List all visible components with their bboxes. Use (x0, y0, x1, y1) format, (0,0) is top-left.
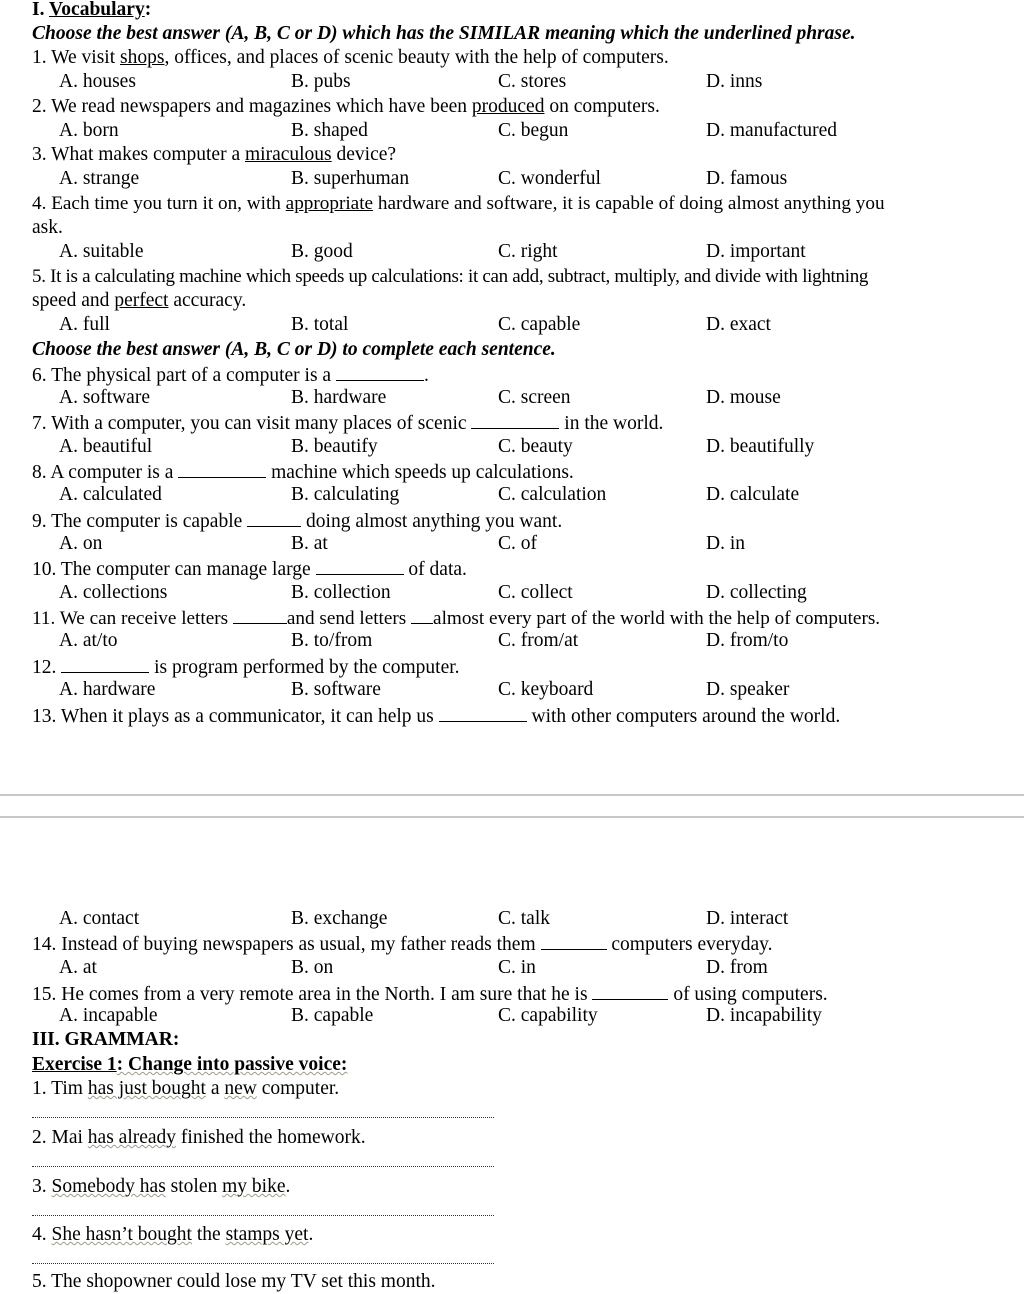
heading-word: Vocabulary (49, 0, 145, 20)
heading-colon: : (144, 0, 152, 20)
answer-blank (316, 556, 404, 575)
option-b: B. good (291, 241, 353, 262)
option-a: A. calculated (59, 484, 162, 505)
option-c: C. in (498, 957, 536, 978)
option-a: A. born (59, 120, 119, 141)
option-b: B. superhuman (291, 168, 410, 189)
underlined-word: produced (471, 96, 545, 117)
question-7-options (0, 435, 1024, 459)
option-a: A. houses (59, 71, 136, 92)
answer-line (32, 1215, 494, 1216)
option-b: B. on (291, 957, 334, 978)
answer-line (32, 1263, 494, 1264)
option-b: B. beautify (291, 436, 378, 457)
option-b: B. exchange (291, 908, 388, 929)
question-4-options (0, 240, 1024, 264)
vocabulary-heading (32, 0, 151, 22)
option-d: D. inns (706, 71, 763, 92)
option-a: A. collections (59, 582, 168, 603)
underlined-word: perfect (114, 290, 169, 311)
answer-blank (439, 703, 527, 722)
option-d: D. beautifully (706, 436, 815, 457)
option-b: B. hardware (291, 387, 387, 408)
option-c: C. of (498, 533, 537, 554)
option-b: B. at (291, 533, 328, 554)
option-a: A. full (59, 314, 110, 335)
answer-blank (247, 508, 301, 527)
option-a: A. suitable (59, 241, 144, 262)
option-a: A. hardware (59, 679, 156, 700)
option-a: A. beautiful (59, 436, 153, 457)
heading-number: I. (32, 0, 45, 20)
option-c: C. beauty (498, 436, 573, 457)
option-a: A. at/to (59, 630, 118, 651)
option-d: D. calculate (706, 484, 800, 505)
answer-blank (336, 362, 424, 381)
underlined-word: appropriate (285, 193, 374, 214)
option-d: D. incapability (706, 1005, 822, 1026)
grammar-heading: III. GRAMMAR: (32, 1029, 180, 1050)
question-14-options (0, 956, 1024, 980)
question-2: 2. We read newspapers and magazines which have been produced on computers. (32, 96, 660, 117)
question-5-continued: speed and perfect accuracy. (32, 290, 247, 311)
question-2-options (0, 119, 1024, 143)
question-6: 6. The physical part of a computer is a . (32, 362, 429, 388)
option-d: D. from (706, 957, 768, 978)
option-c: C. collect (498, 582, 573, 603)
option-d: D. exact (706, 314, 771, 335)
option-c: C. calculation (498, 484, 607, 505)
option-d: D. important (706, 241, 806, 262)
underlined-word: miraculous (245, 144, 332, 165)
option-d: D. famous (706, 168, 788, 189)
option-c: C. wonderful (498, 168, 601, 189)
question-12-options (0, 678, 1024, 702)
option-a: A. strange (59, 168, 140, 189)
question-9-options (0, 532, 1024, 556)
option-d: D. collecting (706, 582, 807, 603)
question-14: 14. Instead of buying newspapers as usual, my father reads them computers everyday. (32, 931, 773, 957)
question-11-options (0, 629, 1024, 653)
question-8: 8. A computer is a machine which speeds up calculations. (32, 459, 574, 485)
option-d: D. in (706, 533, 745, 554)
question-7: 7. With a computer, you can visit many places of scenic in the world. (32, 410, 663, 436)
option-c: C. stores (498, 71, 567, 92)
grammar-item-4: 4. She hasn’t bought the stamps yet. (32, 1224, 314, 1245)
answer-blank (592, 981, 668, 1000)
option-d: D. manufactured (706, 120, 838, 141)
option-a: A. contact (59, 908, 140, 929)
option-d: D. mouse (706, 387, 781, 408)
instruction-similar: Choose the best answer (A, B, C or D) which has the SIMILAR meaning which the underlined phrase. (32, 23, 856, 44)
question-11: 11. We can receive letters and send letters almost every part of the world with the help of computers. (32, 605, 880, 631)
option-a: A. incapable (59, 1005, 158, 1026)
answer-line (32, 1117, 494, 1118)
option-b: B. calculating (291, 484, 400, 505)
answer-blank (61, 654, 149, 673)
question-5-options (0, 313, 1024, 337)
question-10: 10. The computer can manage large of data. (32, 556, 467, 582)
question-3-options (0, 167, 1024, 191)
option-b: B. collection (291, 582, 391, 603)
option-b: B. to/from (291, 630, 373, 651)
question-10-options (0, 581, 1024, 605)
option-c: C. capable (498, 314, 581, 335)
answer-blank (411, 605, 433, 624)
option-b: B. total (291, 314, 349, 335)
grammar-item-3: 3. Somebody has stolen my bike. (32, 1176, 291, 1197)
answer-line (32, 1166, 494, 1167)
option-a: A. at (59, 957, 97, 978)
option-b: B. software (291, 679, 381, 700)
answer-blank (178, 459, 266, 478)
question-1: 1. We visit shops, offices, and places of scenic beauty with the help of computers. (32, 47, 669, 68)
option-a: A. software (59, 387, 150, 408)
question-9: 9. The computer is capable doing almost anything you want. (32, 508, 562, 534)
question-5: 5. It is a calculating machine which speeds up calculations: it can add, subtract, multiply, and divide with lightning (32, 266, 869, 287)
grammar-item-1: 1. Tim has just bought a new computer. (32, 1078, 340, 1099)
answer-blank (471, 410, 559, 429)
option-c: C. talk (498, 908, 550, 929)
answer-blank (233, 605, 287, 624)
page-break-top (0, 794, 1024, 796)
question-3: 3. What makes computer a miraculous device? (32, 144, 397, 165)
question-13: 13. When it plays as a communicator, it can help us with other computers around the world. (32, 703, 840, 729)
underlined-word: shops (120, 47, 165, 68)
option-c: C. capability (498, 1005, 598, 1026)
option-d: D. speaker (706, 679, 790, 700)
option-c: C. screen (498, 387, 571, 408)
option-c: C. right (498, 241, 558, 262)
question-6-options (0, 386, 1024, 410)
question-13-options (0, 907, 1024, 931)
option-a: A. on (59, 533, 103, 554)
option-c: C. begun (498, 120, 569, 141)
option-c: C. from/at (498, 630, 579, 651)
question-4: 4. Each time you turn it on, with appropriate hardware and software, it is capable of doing almost anything you (32, 193, 885, 214)
question-15: 15. He comes from a very remote area in the North. I am sure that he is of using computers. (32, 981, 828, 1007)
instruction-complete: Choose the best answer (A, B, C or D) to complete each sentence. (32, 339, 556, 360)
exercise-1-heading: Exercise 1: Change into passive voice: (32, 1054, 348, 1075)
question-1-options (0, 70, 1024, 94)
question-4-continued: ask. (32, 217, 63, 238)
option-b: B. shaped (291, 120, 368, 141)
option-d: D. interact (706, 908, 789, 929)
option-b: B. capable (291, 1005, 374, 1026)
question-12: 12. is program performed by the computer. (32, 654, 460, 680)
page-break-bottom (0, 816, 1024, 818)
question-8-options (0, 483, 1024, 507)
grammar-item-2: 2. Mai has already finished the homework. (32, 1127, 366, 1148)
option-b: B. pubs (291, 71, 351, 92)
option-d: D. from/to (706, 630, 789, 651)
grammar-item-5: 5. The shopowner could lose my TV set this month. (32, 1271, 436, 1292)
option-c: C. keyboard (498, 679, 594, 700)
question-15-options (0, 1004, 1024, 1028)
answer-blank (541, 931, 607, 950)
